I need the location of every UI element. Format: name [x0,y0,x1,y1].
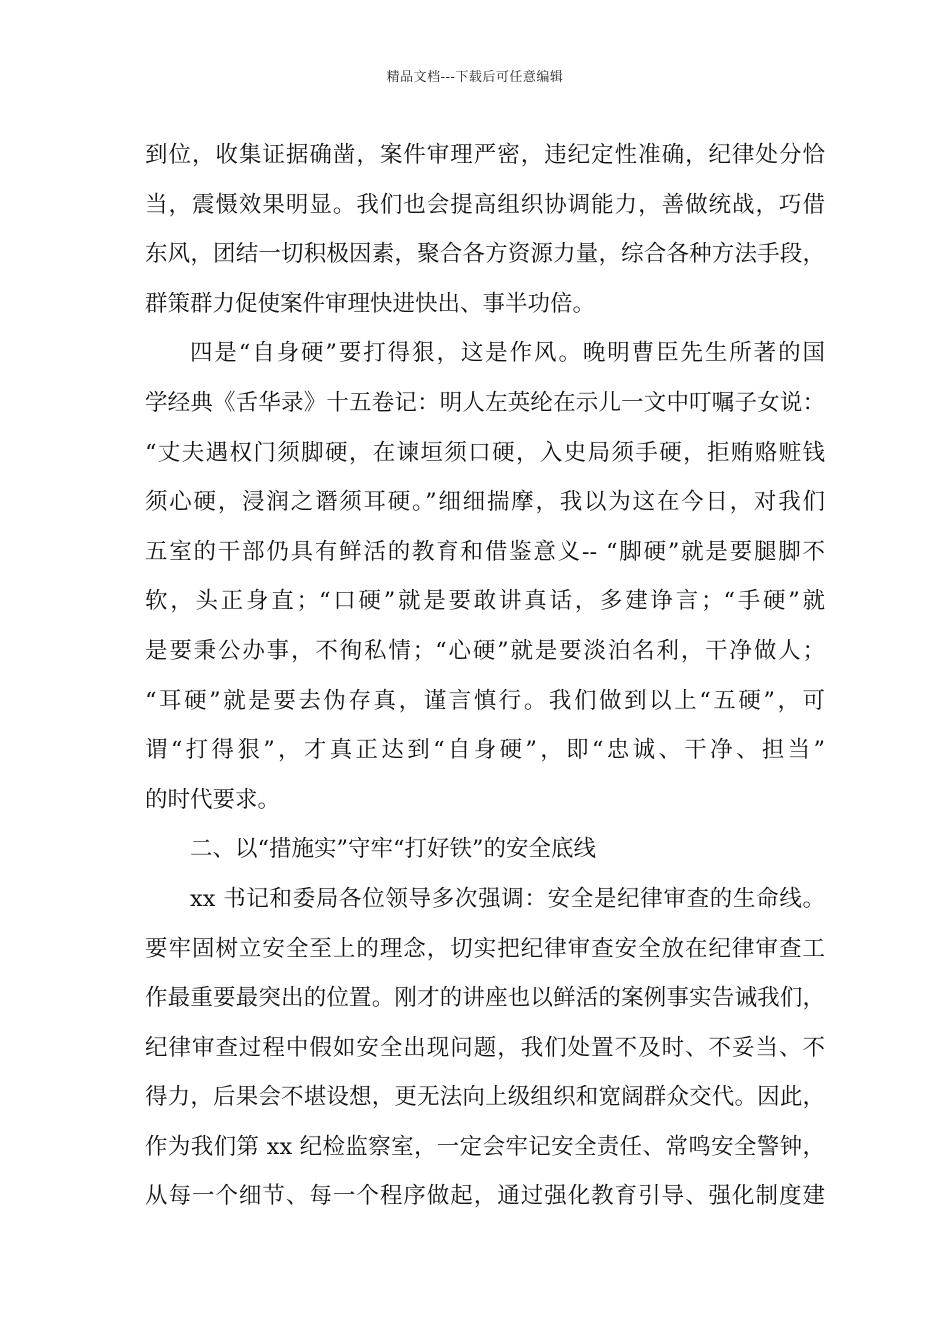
text-line: 软，头正身直；“口硬”就是要敢讲真话，多建诤言；“手硬”就 [145,588,825,615]
text-line: “丈夫遇权门须脚硬，在谏垣须口硬，入史局须手硬，拒贿赂赃钱 [145,439,825,466]
text-line: 谓“打得狠”，才真正达到“自身硬”，即“忠诚、干净、担当” [145,737,825,764]
text-line: 东风，团结一切积极因素，聚合各方资源力量，综合各种方法手段， [145,241,825,268]
text-line: 要牢固树立安全至上的理念，切实把纪律审查安全放在纪律审查工 [145,935,825,962]
text-line: 得力，后果会不堪设想，更无法向上级组织和宽阔群众交代。因此， [145,1084,825,1111]
text-line: 须心硬，浸润之谮须耳硬。”细细揣摩，我以为这在今日，对我们 [145,489,825,516]
text-line: 五室的干部仍具有鲜活的教育和借鉴意义-- “脚硬”就是要腿脚不 [145,538,825,565]
text-line: 二、以“措施实”守牢“打好铁”的安全底线 [190,836,597,863]
text-line: 是要秉公办事，不徇私情；“心硬”就是要淡泊名利，干净做人； [145,637,825,664]
body-text [145,131,825,1222]
text-line: 学经典《舌华录》十五卷记：明人左英纶在示儿一文中叮嘱子女说： [145,389,825,416]
text-line: 从每一个细节、每一个程序做起，通过强化教育引导、强化制度建 [145,1183,825,1210]
text-line: 的时代要求。 [145,786,281,813]
text-line: 四是“自身硬”要打得狠，这是作风。晚明曹臣先生所著的国 [190,340,825,367]
text-line: 群策群力促使案件审理快进快出、事半功倍。 [145,290,596,317]
text-line: “耳硬”就是要去伪存真，谨言慎行。我们做到以上“五硬”，可 [145,687,825,714]
text-line: 到位，收集证据确凿，案件审理严密，违纪定性准确，纪律处分恰 [145,142,825,168]
text-line: xx 书记和委局各位领导多次强调：安全是纪律审查的生命线。 [190,885,825,912]
text-line: 作最重要最突出的位置。刚才的讲座也以鲜活的案例事实告诫我们， [145,985,825,1012]
text-line: 当，震慑效果明显。我们也会提高组织协调能力，善做统战，巧借 [145,191,825,218]
text-line: 作为我们第 xx 纪检监察室，一定会牢记安全责任、常鸣安全警钟， [145,1133,825,1160]
text-line: 纪律审查过程中假如安全出现问题，我们处置不及时、不妥当、不 [145,1034,825,1061]
page-header: 精品文档---下载后可任意编辑 [386,70,564,85]
